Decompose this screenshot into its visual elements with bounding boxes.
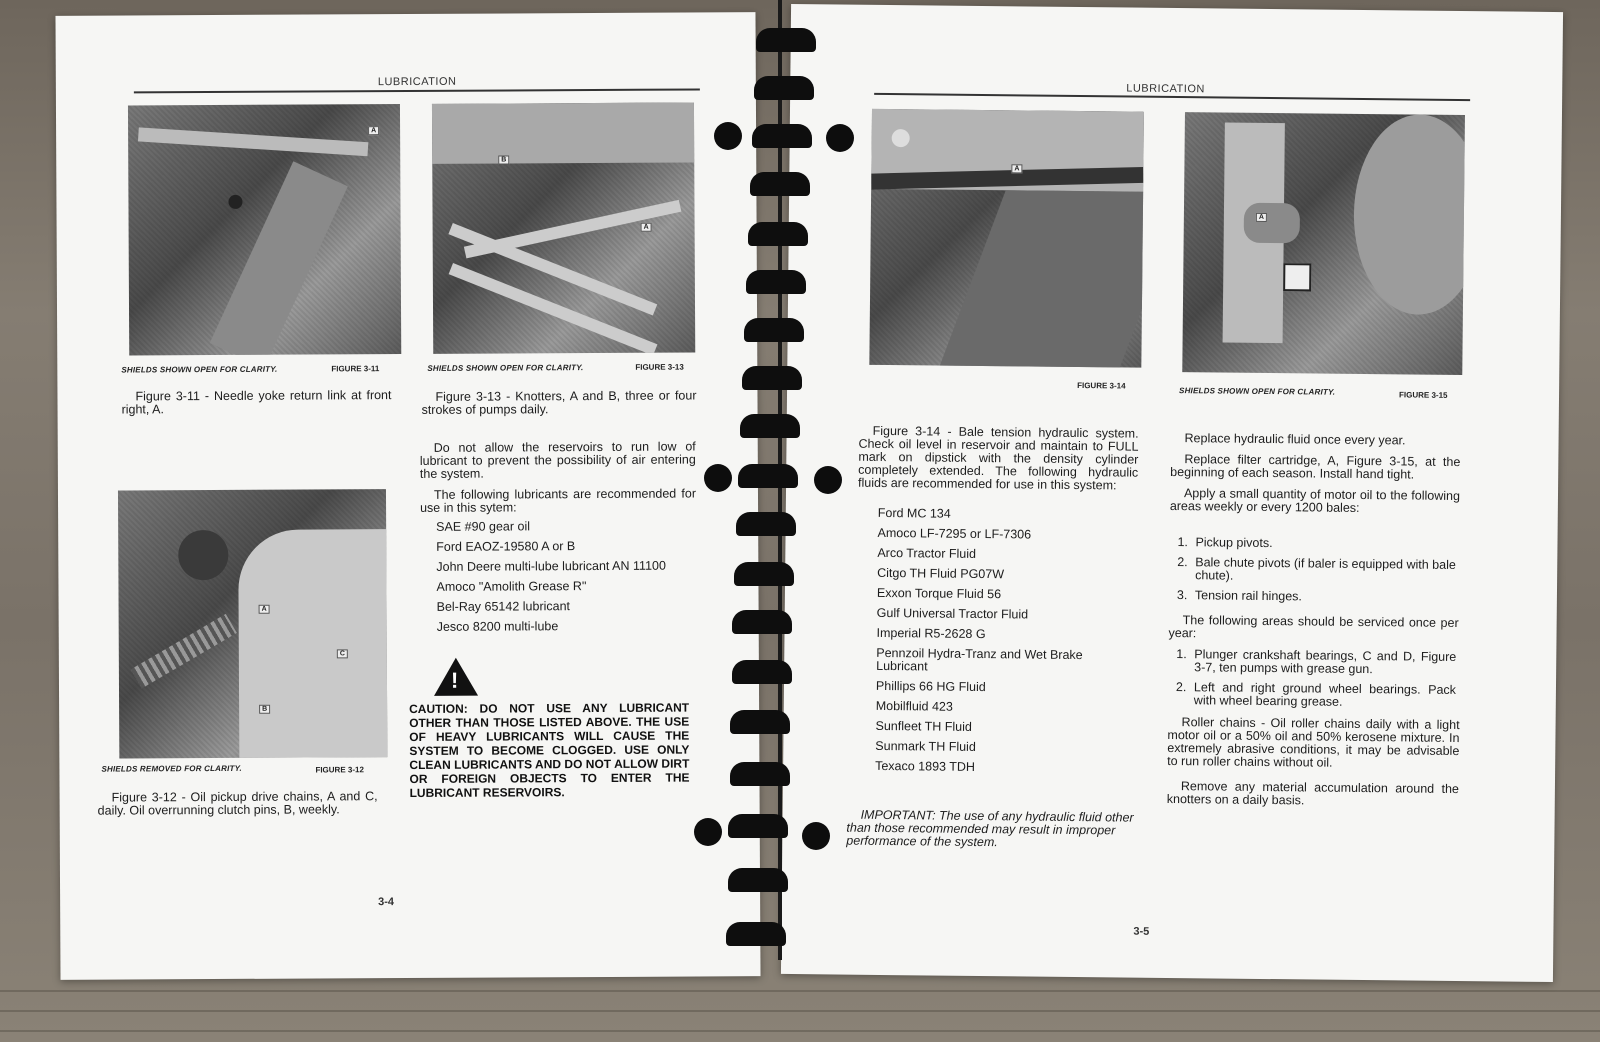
yearly-intro: The following areas should be serviced once per year: xyxy=(1168,613,1459,641)
page-number: 3-4 xyxy=(378,896,395,909)
binding-coil xyxy=(742,366,802,390)
figure-3-14-photo xyxy=(869,109,1144,368)
binding-coil xyxy=(752,124,812,148)
exclamation-icon: ! xyxy=(450,667,459,693)
list-item: Jesco 8200 multi-lube xyxy=(436,619,559,634)
binding-coil xyxy=(732,660,792,684)
figure-3-12-photo xyxy=(118,489,387,758)
maintenance-text-top: Replace hydraulic fluid once every year. Replace filter cartridge, A, Figure 3-15, at the beginning of each season. Install hand tight. Apply a small quantity of motor oil to the following areas weekly or every 1200 bales: xyxy=(1169,431,1461,515)
list-item: SAE #90 gear oil xyxy=(436,519,531,534)
photo-label-c: C xyxy=(337,649,348,658)
binding-coil xyxy=(732,610,792,634)
caution-notice: CAUTION: DO NOT USE ANY LUBRICANT OTHER THAN THOSE LISTED ABOVE. THE USE OF HEAVY LUBRICANTS WILL CAUSE THE SYSTEM TO BECOME CLOGGED. USE ONLY CLEAN LUBRICANTS AND DO NOT ALLOW DIRT OR FOREIGN OBJECTS TO ENTER THE LUBRICANT RESERVOIRS. xyxy=(409,700,690,800)
page-header: LUBRICATION xyxy=(1126,82,1205,96)
binding-coil xyxy=(750,172,810,196)
punch-hole xyxy=(694,818,722,846)
wood-grain xyxy=(0,1030,1600,1032)
wood-grain xyxy=(0,1010,1600,1012)
left-page xyxy=(55,12,760,980)
list-item: Citgo TH Fluid PG07W xyxy=(877,565,1005,582)
list-item: 2. Bale chute pivots (if baler is equipped with bale chute). xyxy=(1177,555,1456,583)
figure-caption: Figure 3-13 - Knotters, A and B, three or four strokes of pumps daily. xyxy=(421,388,697,417)
list-item: Pennzoil Hydra-Tranz and Wet Brake Lubricant xyxy=(876,645,1083,674)
binding-coil xyxy=(754,76,814,100)
figure-caption: Figure 3-12 - Oil pickup drive chains, A and C, daily. Oil overrunning clutch pins, B, weekly. xyxy=(97,789,378,818)
list-item: Texaco 1893 TDH xyxy=(875,758,976,774)
list-item: Sunmark TH Fluid xyxy=(875,738,976,754)
maintenance-text-bottom: Roller chains - Oil roller chains daily with a light motor oil or a 50% oil and 50% kerosene mixture. In extremely abrasive conditions, it may be advisable to run roller chains without oil. Remove any material accumulation around the knotters on a daily basis. xyxy=(1166,715,1460,808)
figure-note: SHIELDS SHOWN OPEN FOR CLARITY. xyxy=(427,363,584,373)
photo-label-a: A xyxy=(1011,164,1022,173)
photo-label-a: A xyxy=(1256,213,1267,222)
figure-note: SHIELDS REMOVED FOR CLARITY. xyxy=(101,763,242,774)
figure-3-13-photo xyxy=(432,102,695,353)
figure-3-11-photo xyxy=(128,104,401,355)
list-item: 3. Tension rail hinges. xyxy=(1176,588,1303,604)
binding-coil xyxy=(728,868,788,892)
list-item: Imperial R5-2628 G xyxy=(876,625,986,642)
list-item: 1. Plunger crankshaft bearings, C and D, Figure 3-7, ten pumps with grease gun. xyxy=(1176,647,1457,677)
figure-number: FIGURE 3-13 xyxy=(635,362,684,372)
punch-hole xyxy=(704,464,732,492)
punch-hole xyxy=(714,122,742,150)
list-item: Ford EAOZ-19580 A or B xyxy=(436,539,576,554)
photo-label-a: A xyxy=(641,223,652,232)
list-item: Phillips 66 HG Fluid xyxy=(875,678,986,695)
list-item: Bel-Ray 65142 lubricant xyxy=(436,599,571,614)
page-number: 3-5 xyxy=(1133,925,1150,938)
binding-coil xyxy=(728,814,788,838)
list-item: Exxon Torque Fluid 56 xyxy=(876,585,1002,602)
important-notice: IMPORTANT: The use of any hydraulic fluid other than those recommended may result in improper performance of the system. xyxy=(846,807,1134,850)
photo-label-a: A xyxy=(368,126,379,135)
list-item: Amoco "Amolith Grease R" xyxy=(436,579,587,594)
list-item: Mobilfluid 423 xyxy=(875,698,953,714)
binding-coil xyxy=(734,562,794,586)
weekly-list xyxy=(1177,536,1458,612)
binding-coil xyxy=(726,922,786,946)
hydraulic-fluid-list xyxy=(875,507,1138,783)
figure-number: FIGURE 3-11 xyxy=(331,364,380,374)
punch-hole xyxy=(826,124,854,152)
list-item: John Deere multi-lube lubricant AN 11100 xyxy=(436,558,666,574)
wood-grain xyxy=(0,990,1600,992)
punch-hole xyxy=(814,466,842,494)
list-item: Gulf Universal Tractor Fluid xyxy=(876,605,1029,622)
page-header: LUBRICATION xyxy=(377,75,457,89)
binding-coil xyxy=(740,414,800,438)
lubricant-paragraphs: Do not allow the reservoirs to run low of lubricant to prevent the possibility of air entering the system. The following lubricants are recommended for use in this sytem: xyxy=(419,439,697,515)
figure-number: FIGURE 3-12 xyxy=(315,765,364,775)
figure-number: FIGURE 3-15 xyxy=(1398,390,1448,400)
punch-hole xyxy=(802,822,830,850)
list-item: 1. Pickup pivots. xyxy=(1177,535,1273,551)
header-rule xyxy=(134,88,700,92)
hydraulic-intro: Figure 3-14 - Bale tension hydraulic system. Check oil level in reservoir and maintain to FULL mark on dipstick with the density cylinder completely extended. The following hydraulic fluids are recommended for use in this system: xyxy=(858,423,1139,493)
right-page xyxy=(781,4,1563,982)
binding-coil xyxy=(756,28,816,52)
binding-coil xyxy=(738,464,798,488)
binding-coil xyxy=(744,318,804,342)
figure-number: FIGURE 3-14 xyxy=(1077,381,1126,391)
photo-label-a: A xyxy=(259,605,270,614)
binding-coil xyxy=(736,512,796,536)
figure-note: SHIELDS SHOWN OPEN FOR CLARITY. xyxy=(121,364,278,375)
list-item: Arco Tractor Fluid xyxy=(877,545,977,561)
list-item: 2. Left and right ground wheel bearings. Pack with wheel bearing grease. xyxy=(1175,680,1457,709)
list-item: Ford MC 134 xyxy=(877,505,951,521)
photo-label-b: B xyxy=(498,155,509,164)
binding-coil xyxy=(730,762,790,786)
lubricant-list xyxy=(436,520,677,641)
photo-label-b: B xyxy=(259,705,270,714)
list-item: Sunfleet TH Fluid xyxy=(875,718,972,734)
figure-3-15-photo xyxy=(1182,112,1465,375)
figure-note: SHIELDS SHOWN OPEN FOR CLARITY. xyxy=(1179,386,1336,397)
yearly-list xyxy=(1176,648,1457,717)
binding-coil xyxy=(730,710,790,734)
list-item: Amoco LF-7295 or LF-7306 xyxy=(877,525,1032,542)
binding-coil xyxy=(746,270,806,294)
binding-coil xyxy=(748,222,808,246)
figure-caption: Figure 3-11 - Needle yoke return link at front right, A. xyxy=(121,388,392,417)
